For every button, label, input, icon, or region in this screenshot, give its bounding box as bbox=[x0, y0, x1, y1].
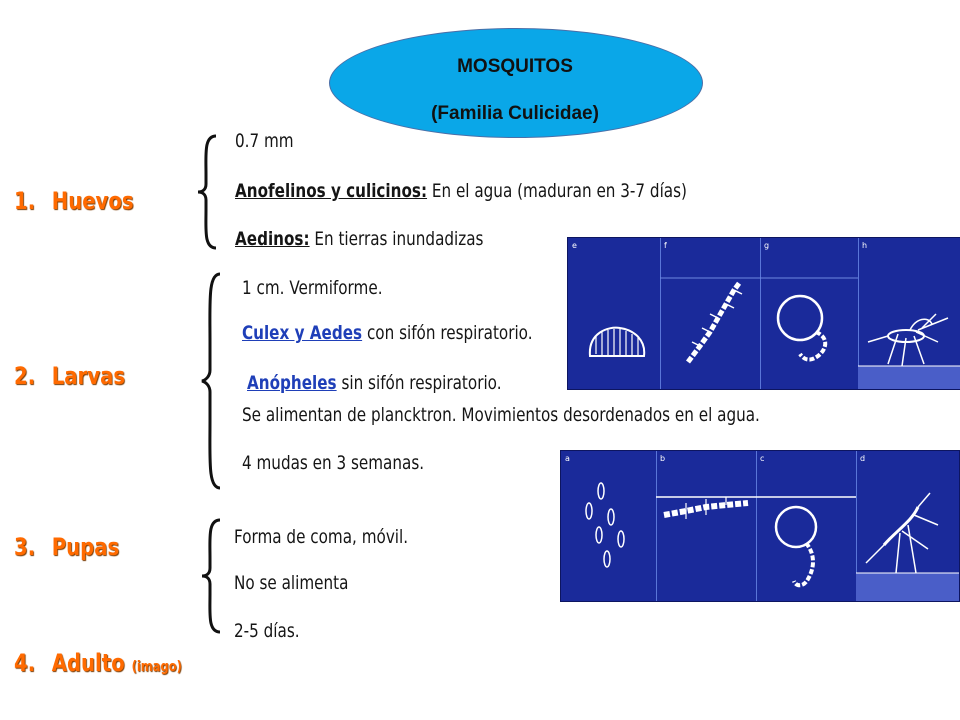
stage-pupas bbox=[14, 533, 119, 561]
adult-mosquito-icon bbox=[856, 451, 959, 601]
huevos-key-aedinos: Aedinos: bbox=[235, 228, 310, 250]
larvas-line-5: 4 mudas en 3 semanas. bbox=[242, 452, 425, 474]
adult-mosquito-icon bbox=[858, 238, 960, 389]
larvas-key-culex: Culex y Aedes bbox=[242, 322, 363, 344]
photo-panel bbox=[760, 238, 859, 389]
pupas-line-1: Forma de coma, móvil. bbox=[234, 526, 409, 548]
photo-panel bbox=[561, 451, 657, 601]
panel-label: f bbox=[664, 241, 667, 250]
egg-raft-icon bbox=[568, 238, 660, 389]
panel-label: e bbox=[572, 241, 577, 250]
larvas-line-4: Se alimentan de plancktron. Movimientos desordenados en el agua. bbox=[242, 404, 760, 426]
larva-icon bbox=[656, 451, 756, 601]
photo-larvae-stages bbox=[567, 237, 960, 390]
stage-adulto bbox=[14, 649, 182, 677]
pupa-icon bbox=[760, 238, 858, 389]
photo-anopheles-stages bbox=[560, 450, 960, 602]
huevos-line-2 bbox=[235, 180, 687, 202]
photo-panel bbox=[858, 238, 960, 389]
title-subtitle: (Familia Culicidae) bbox=[431, 103, 599, 124]
panel-label: d bbox=[860, 454, 866, 463]
huevos-line-3 bbox=[235, 228, 483, 250]
larvas-line-3 bbox=[247, 372, 502, 394]
larvas-line-1: 1 cm. Vermiforme. bbox=[242, 277, 383, 299]
stage-number: 2. bbox=[14, 362, 36, 390]
pupas-line-2: No se alimenta bbox=[234, 572, 349, 594]
larva-icon bbox=[660, 238, 760, 389]
photo-panel bbox=[660, 238, 761, 389]
pupa-icon bbox=[756, 451, 856, 601]
brace-huevos bbox=[196, 134, 220, 250]
stage-label: Pupas bbox=[51, 533, 120, 561]
panel-label: a bbox=[565, 454, 570, 463]
panel-label: b bbox=[660, 454, 666, 463]
stage-number: 4. bbox=[14, 649, 36, 677]
stage-number: 1. bbox=[14, 187, 36, 215]
panel-label: h bbox=[862, 241, 868, 250]
eggs-icon bbox=[561, 451, 656, 601]
photo-panel bbox=[856, 451, 959, 601]
photo-panel bbox=[756, 451, 857, 601]
larvas-text-3: sin sifón respiratorio. bbox=[336, 372, 502, 394]
stage-larvas bbox=[14, 362, 125, 390]
huevos-size: 0.7 mm bbox=[235, 130, 294, 152]
panel-label: c bbox=[760, 454, 765, 463]
photo-panel bbox=[568, 238, 661, 389]
photo-panel bbox=[656, 451, 757, 601]
larvas-text-2: con sifón respiratorio. bbox=[362, 322, 533, 344]
larvas-line-2 bbox=[242, 322, 533, 344]
brace-larvas bbox=[200, 272, 224, 490]
brace-pupas bbox=[200, 518, 224, 634]
stage-label: Larvas bbox=[51, 362, 126, 390]
larvas-key-anopheles: Anópheles bbox=[247, 372, 337, 394]
stage-huevos bbox=[14, 187, 134, 215]
huevos-text-3: En tierras inundadizas bbox=[309, 228, 484, 250]
huevos-text-2: En el agua (maduran en 3-7 días) bbox=[427, 180, 687, 202]
panel-label: g bbox=[764, 241, 770, 250]
stage-label: Adulto bbox=[51, 649, 125, 677]
stage-label: Huevos bbox=[51, 187, 134, 215]
title-main: MOSQUITOS bbox=[457, 56, 573, 77]
stage-note: (imago) bbox=[131, 659, 182, 675]
huevos-key-anofelinos: Anofelinos y culicinos: bbox=[235, 180, 428, 202]
pupas-line-3: 2-5 días. bbox=[234, 620, 300, 642]
stage-number: 3. bbox=[14, 533, 36, 561]
